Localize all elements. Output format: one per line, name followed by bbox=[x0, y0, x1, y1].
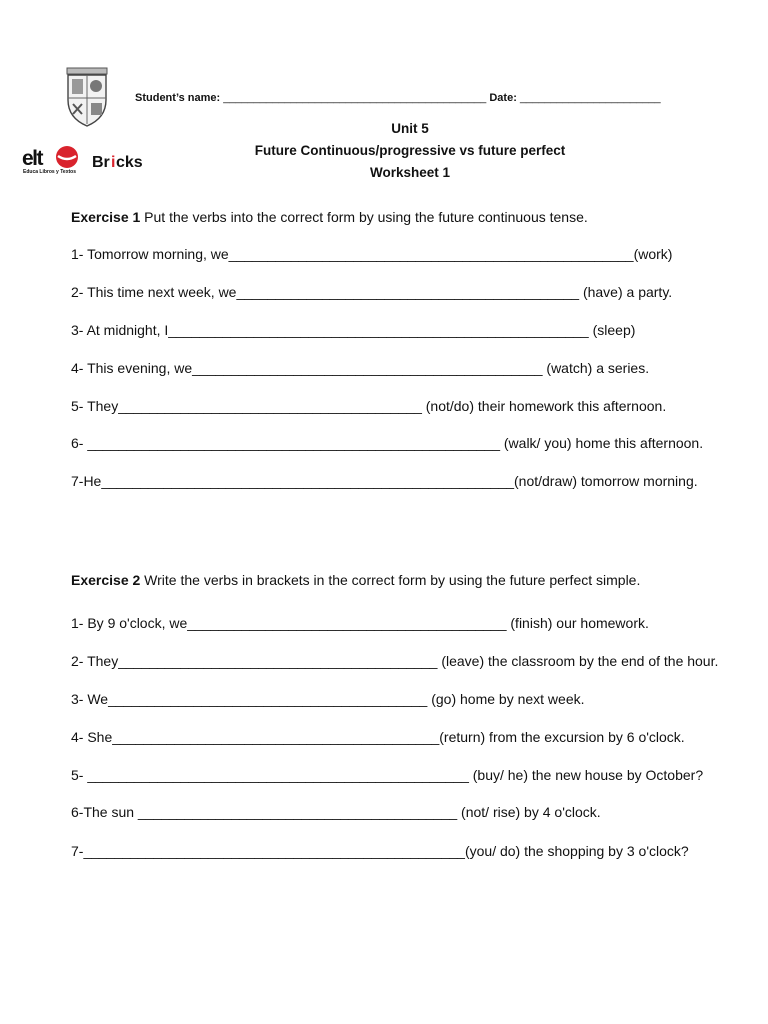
svg-text:cks: cks bbox=[116, 154, 143, 171]
exercise-2-item[interactable]: 7-_________________________________________________(you/ do) the shopping by 3 o'clock? bbox=[71, 843, 689, 859]
exercise-2-item[interactable]: 1- By 9 o'clock, we_________________________________________ (finish) our homework. bbox=[71, 615, 649, 631]
exercise-2-item[interactable]: 5- _________________________________________________ (buy/ he) the new house by October? bbox=[71, 767, 704, 783]
exercise-1-item[interactable]: 4- This evening, we_____________________________________________ (watch) a series. bbox=[71, 360, 650, 376]
exercise-1-item[interactable]: 7-He_____________________________________________________(not/draw) tomorrow morning. bbox=[71, 473, 698, 489]
school-crest-icon bbox=[64, 66, 110, 128]
exercise-2-item[interactable]: 4- She__________________________________________(return) from the excursion by 6 o'clock. bbox=[71, 729, 685, 745]
exercise-1-label: Exercise 1 bbox=[71, 209, 141, 225]
exercise-1-heading bbox=[71, 209, 588, 225]
svg-text:Educa Libros y Textos: Educa Libros y Textos bbox=[23, 169, 76, 175]
exercise-2-item[interactable]: 3- We_________________________________________ (go) home by next week. bbox=[71, 691, 585, 707]
unit-title: Unit 5 bbox=[391, 121, 429, 136]
date-field[interactable]: _______________________ bbox=[519, 92, 661, 104]
exercise-2-label: Exercise 2 bbox=[71, 572, 141, 588]
exercise-2-instruction: Write the verbs in brackets in the correct form by using the future perfect simple. bbox=[140, 572, 641, 588]
exercise-2-item[interactable]: 6-The sun _________________________________________ (not/ rise) by 4 o'clock. bbox=[71, 804, 601, 820]
exercise-1-instruction: Put the verbs into the correct form by using the future continuous tense. bbox=[140, 209, 588, 225]
topic-title: Future Continuous/progressive vs future perfect bbox=[254, 143, 566, 158]
worksheet-title: Worksheet 1 bbox=[369, 165, 451, 180]
svg-text:elt: elt bbox=[22, 147, 43, 170]
svg-text:Br: Br bbox=[92, 154, 110, 171]
date-label: Date: bbox=[489, 92, 517, 104]
exercise-1-item[interactable]: 5- They_______________________________________ (not/do) their homework this afternoon. bbox=[71, 398, 667, 414]
svg-text:i: i bbox=[111, 154, 116, 171]
student-name-field[interactable]: ___________________________________________ bbox=[223, 92, 487, 104]
exercise-1-item[interactable]: 1- Tomorrow morning, we____________________________________________________(work) bbox=[71, 246, 673, 262]
student-info-line bbox=[135, 92, 661, 104]
exercise-2-item[interactable]: 2- They_________________________________________ (leave) the classroom by the end of the hour. bbox=[71, 653, 719, 669]
exercise-1-item[interactable]: 2- This time next week, we____________________________________________ (have) a party. bbox=[71, 284, 673, 300]
exercise-1-item[interactable]: 6- _____________________________________________________ (walk/ you) home this afternoon. bbox=[71, 435, 704, 451]
student-name-label: Student’s name: bbox=[135, 92, 221, 104]
exercise-2-heading bbox=[71, 572, 640, 588]
exercise-1-item[interactable]: 3- At midnight, I______________________________________________________ (sleep) bbox=[71, 322, 636, 338]
